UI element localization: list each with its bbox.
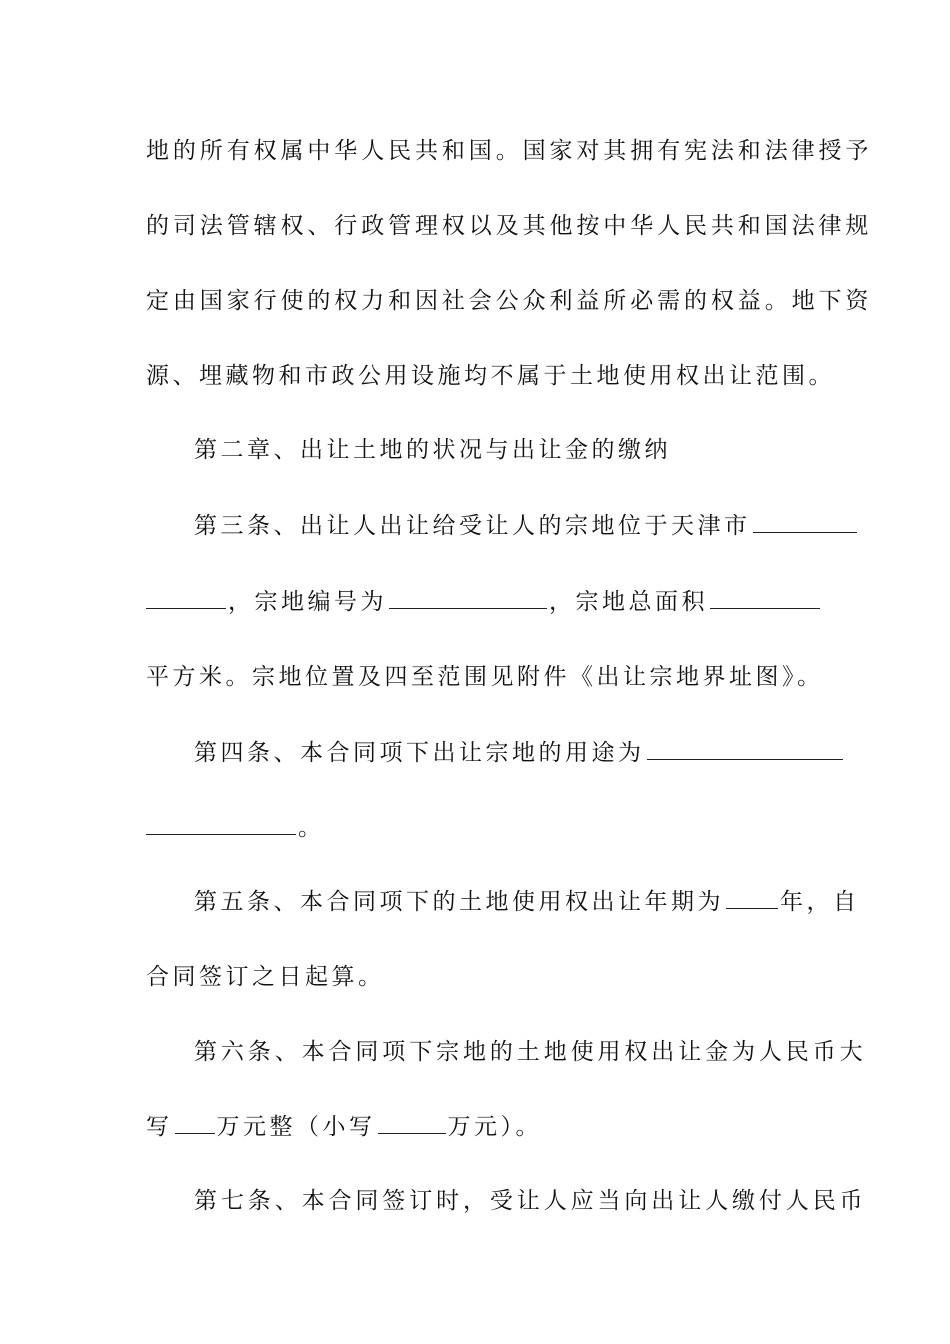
fill-blank-parcel-number[interactable] <box>389 582 547 609</box>
text-segment: 年，自 <box>780 889 860 915</box>
fill-blank-amount-words[interactable] <box>175 1107 215 1134</box>
text-segment: 万元整（小写 <box>216 1114 376 1140</box>
article-4-line-1 <box>194 733 806 773</box>
text-line: 定由国家行使的权力和因社会公众利益所必需的权益。地下资 <box>146 288 873 314</box>
text-line: 第六条、本合同项下宗地的土地使用权出让金为人民币大 <box>194 1039 867 1065</box>
text-line: 第七条、本合同签订时，受让人应当向出让人缴付人民币 <box>194 1188 867 1214</box>
article-3-line-2 <box>146 582 806 622</box>
fill-blank-amount-figures[interactable] <box>378 1107 446 1134</box>
text-segment: 。 <box>298 815 325 841</box>
text-line: 合同签订之日起算。 <box>146 964 385 990</box>
fill-blank-location-cont[interactable] <box>146 582 226 609</box>
chapter-heading: 第二章、出让土地的状况与出让金的缴纳 <box>194 437 671 463</box>
text-line: 地的所有权属中华人民共和国。国家对其拥有宪法和法律授予 <box>146 138 873 164</box>
text-line: 源、埋藏物和市政公用设施均不属于土地使用权出让范围。 <box>146 363 835 389</box>
text-line: 平方米。宗地位置及四至范围见附件《出让宗地界址图》。 <box>146 664 824 690</box>
text-segment: 第四条、本合同项下出让宗地的用途为 <box>194 740 645 766</box>
text-segment: 万元）。 <box>447 1114 542 1140</box>
text-segment: ，宗地编号为 <box>228 589 387 615</box>
fill-blank-total-area[interactable] <box>710 582 820 609</box>
text-segment: ，宗地总面积 <box>549 589 708 615</box>
article-4-line-2 <box>146 808 806 848</box>
text-segment: 第三条、出让人出让给受让人的宗地位于天津市 <box>194 513 751 539</box>
fill-blank-term-years[interactable] <box>726 882 778 909</box>
article-3-line-1 <box>194 506 806 546</box>
text-line: 的司法管辖权、行政管理权以及其他按中华人民共和国法律规 <box>146 213 873 239</box>
article-6-line-2 <box>146 1107 806 1147</box>
fill-blank-land-use[interactable] <box>647 733 843 760</box>
article-5-line-1 <box>194 882 860 922</box>
fill-blank-land-use-cont[interactable] <box>146 808 296 835</box>
fill-blank-location[interactable] <box>753 506 857 533</box>
text-segment: 写 <box>146 1114 173 1140</box>
text-segment: 第五条、本合同项下的土地使用权出让年期为 <box>194 889 724 915</box>
